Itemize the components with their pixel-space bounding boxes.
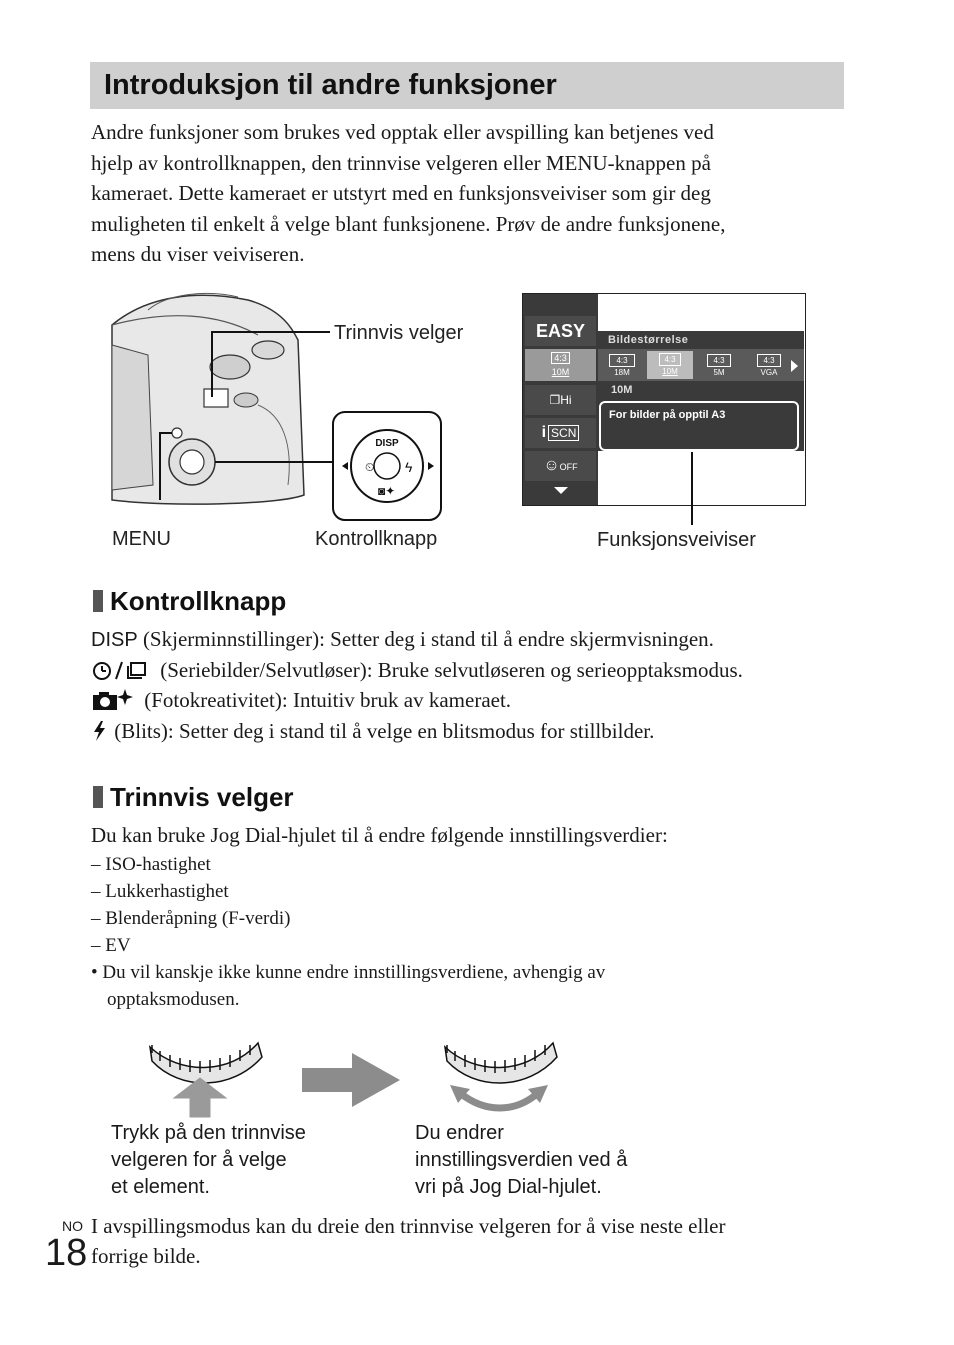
image-size-mode-item xyxy=(525,349,596,381)
hi-label: Hi xyxy=(560,393,572,407)
scn-label: SCN xyxy=(548,425,579,441)
heading-text: Kontrollknapp xyxy=(110,586,287,616)
disp-word: DISP xyxy=(91,629,138,651)
kontrollknapp-heading xyxy=(93,586,286,617)
option-size: VGA xyxy=(760,368,778,377)
intro-line: Andre funksjoner som brukes ved opptak eller avspilling kan betjenes ved xyxy=(91,120,714,144)
smile-mode-item xyxy=(525,451,596,481)
caption-line: Trykk på den trinnvise xyxy=(111,1122,306,1144)
dial-disp-label: DISP xyxy=(375,438,399,449)
setting-item: – Lukkerhastighet xyxy=(91,881,229,902)
guide-box xyxy=(599,401,799,451)
intro-line: muligheten til enkelt å velge blant funksjonene. Prøv de andre funksjonene, xyxy=(91,211,726,236)
option-ratio: 4:3 xyxy=(659,353,681,366)
jog-dial-press xyxy=(150,1043,262,1117)
caption-line: Du endrer xyxy=(415,1122,504,1144)
section-marker xyxy=(93,590,103,612)
burst-icon: ❐ xyxy=(549,393,561,407)
option-vga xyxy=(757,354,781,378)
trinnvis-intro: Du kan bruke Jog Dial-hjulet til å endre følgende innstillingsverdier: xyxy=(91,823,668,847)
option-10m-selected xyxy=(647,351,693,379)
caption-left xyxy=(111,1120,306,1201)
setting-item: – Blenderåpning (F-verdi) xyxy=(91,908,291,929)
label-menu: MENU xyxy=(112,528,171,550)
setting-item: – EV xyxy=(91,935,131,956)
flash-icon xyxy=(91,720,109,750)
flash-icon: ϟ xyxy=(405,459,413,475)
option-ratio: 4:3 xyxy=(707,354,731,367)
size-label: 10M xyxy=(551,367,570,377)
burst-mode-item xyxy=(525,385,596,415)
option-5m xyxy=(707,354,731,378)
caption-line: vri på Jog Dial-hjulet. xyxy=(415,1176,602,1198)
creativity-line xyxy=(91,685,511,719)
option-ratio: 4:3 xyxy=(757,354,781,367)
page-title: Introduksjon til andre funksjoner xyxy=(104,69,557,101)
size-header: Bildestørrelse xyxy=(608,334,689,346)
intro-line: mens du viser veiviseren. xyxy=(91,242,305,266)
self-timer-line xyxy=(91,655,743,689)
label-kontrollknapp: Kontrollknapp xyxy=(315,528,438,550)
intro-paragraph xyxy=(91,117,831,270)
guide-leader-line xyxy=(691,452,693,525)
section-title-bar xyxy=(90,62,844,109)
note-line: opptaksmodusen. xyxy=(107,989,240,1010)
setting-item: – ISO-hastighet xyxy=(91,854,211,875)
trinnvis-heading xyxy=(93,782,294,813)
intro-line: hjelp av kontrollknappen, den trinnvise velgeren eller MENU-knappen på xyxy=(91,150,711,175)
jog-dial-rotate xyxy=(445,1043,557,1108)
option-size: 5M xyxy=(713,368,725,377)
caption-line: et element. xyxy=(111,1176,210,1198)
flash-line xyxy=(91,716,654,750)
caption-line: velgeren for å velge xyxy=(111,1149,287,1171)
i-icon: i xyxy=(541,424,547,441)
heading-text: Trinnvis velger xyxy=(110,782,294,812)
guide-text: For bilder på opptil A3 xyxy=(609,409,726,421)
label-trinnvis-velger: Trinnvis velger xyxy=(334,322,464,344)
off-label: OFF xyxy=(559,462,578,472)
scn-mode-item xyxy=(525,418,596,448)
option-18m xyxy=(609,354,635,378)
creativity-text: (Fotokreativitet): Intuitiv bruk av kameraet. xyxy=(139,688,512,712)
label-funksjonsveiviser: Funksjonsveiviser xyxy=(597,529,756,551)
language-code: NO xyxy=(62,1218,83,1234)
selected-value: 10M xyxy=(611,384,633,396)
page-number: 18 xyxy=(45,1232,88,1274)
self-timer-icon: ⏲ xyxy=(365,460,375,474)
self-timer-text: (Seriebilder/Selvutløser): Bruke selvutløseren og serieopptaksmodus. xyxy=(155,658,743,682)
camera-screen xyxy=(522,293,806,506)
flash-text: (Blits): Setter deg i stand til å velge en blitsmodus for stillbilder. xyxy=(109,719,655,743)
scroll-down-icon xyxy=(554,487,568,494)
jog-dial-illustration xyxy=(140,1035,570,1125)
option-size: 10M xyxy=(662,367,678,376)
section-marker xyxy=(93,786,103,808)
intro-line: kameraet. Dette kameraet er utstyrt med en funksjonsveiviser som gir deg xyxy=(91,181,711,205)
ratio-icon: 4:3 xyxy=(551,352,570,364)
disp-text: (Skjerminnstillinger): Setter deg i stand til å endre skjermvisningen. xyxy=(137,627,714,651)
photo-creativity-icon: ◙✦ xyxy=(378,484,396,498)
caption-line: innstillingsverdien ved å xyxy=(415,1149,628,1171)
note-line: • Du vil kanskje ikke kunne endre innstillingsverdiene, avhengig av xyxy=(91,962,606,983)
footer-text-line: I avspillingsmodus kan du dreie den trinnvise velgeren for å vise neste eller xyxy=(91,1214,726,1238)
photo-creativity-icon xyxy=(91,687,139,719)
scroll-right-icon xyxy=(791,360,798,372)
option-ratio: 4:3 xyxy=(609,354,635,367)
smile-icon: ☺ xyxy=(543,457,560,474)
option-size: 18M xyxy=(614,368,630,377)
caption-right xyxy=(415,1120,627,1201)
easy-mode-item: EASY xyxy=(525,316,596,346)
disp-line xyxy=(91,624,714,655)
footer-text-line: forrige bilde. xyxy=(91,1244,201,1268)
arrow-right-icon xyxy=(302,1053,400,1107)
